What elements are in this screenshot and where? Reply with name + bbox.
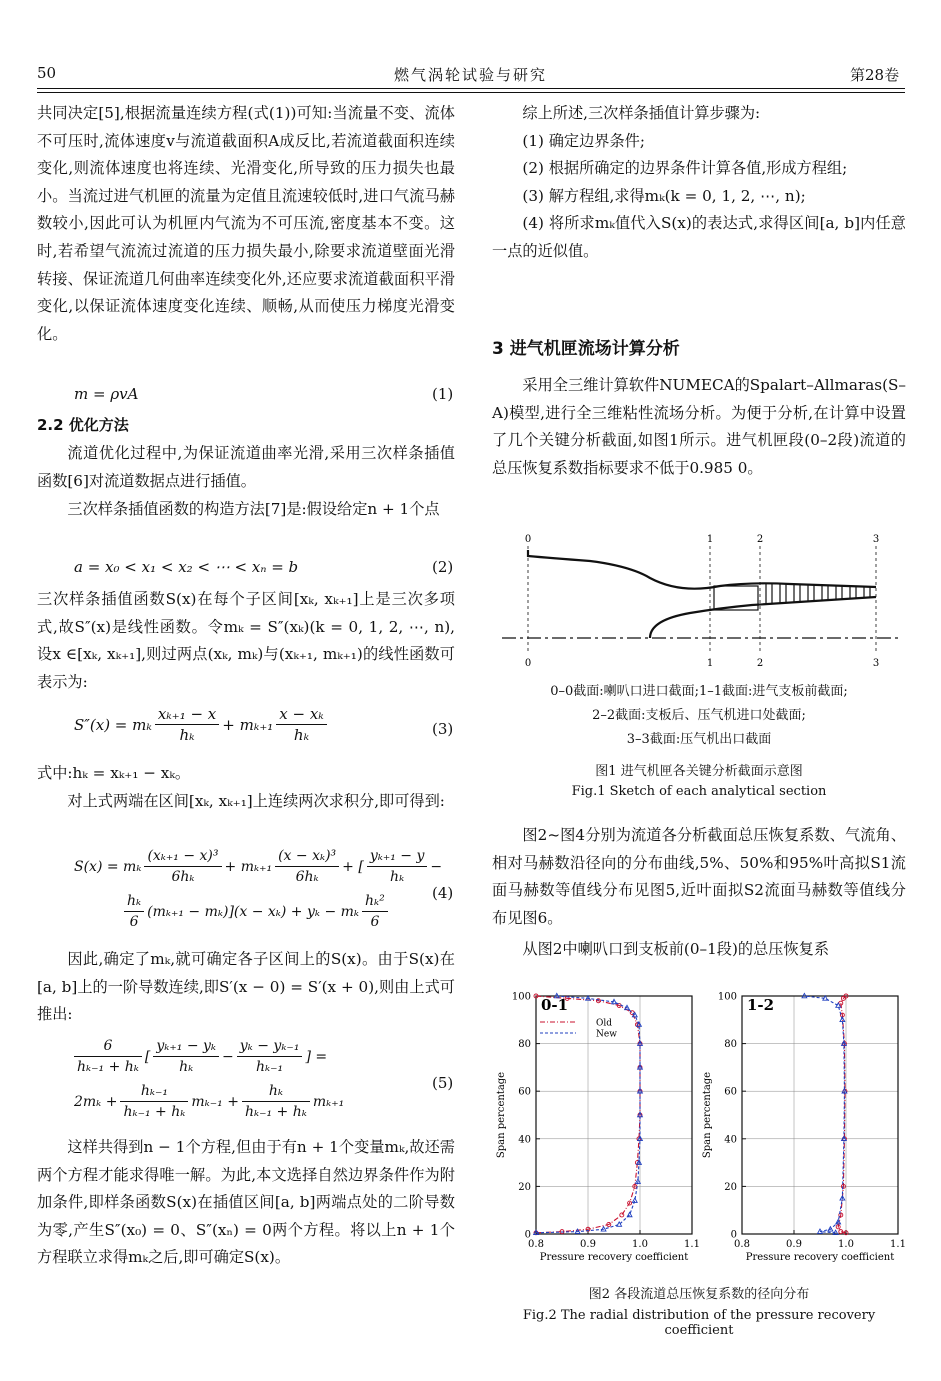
right-steps xyxy=(492,100,906,266)
chart-0-1-ytick-label: 60 xyxy=(518,1086,531,1098)
chart-1-2-x-axis-label: Pressure recovery coefficient xyxy=(745,1252,895,1263)
equation-1-number: (1) xyxy=(432,385,454,403)
chart-1-2-xtick-label: 1.1 xyxy=(890,1239,906,1250)
left-paragraph-6: 对上式两端在区间[xₖ, xₖ₊₁]上连续两次求积分,即可得到: xyxy=(67,792,445,810)
chart-1-2-xtick-label: 1.0 xyxy=(838,1239,854,1250)
fig1-hub-wall xyxy=(650,597,876,638)
chart-0-1-ytick-label: 100 xyxy=(511,991,531,1003)
chart-0-1-legend-label-new: New xyxy=(596,1029,617,1040)
fig1-note-3: 3–3截面:压气机出口截面 xyxy=(626,732,772,747)
chart-0-1-point-new xyxy=(627,1212,632,1216)
journal-title: 燃气涡轮试验与研究 xyxy=(393,66,547,84)
chart-1-2-ytick-label: 40 xyxy=(724,1134,737,1146)
fig2-caption-en: Fig.2 The radial distribution of the pressure recovery coefficient xyxy=(522,1308,876,1338)
left-paragraph-4: 三次样条插值函数S(x)在每个子区间[xₖ, xₖ₊₁]上是三次多项式,故S″(x)是线性函数。令mₖ = S″(xₖ)(k = 0, 1, 2, ⋯, n),设x ∈[xₖ, xₖ₊₁],则过两点(xₖ, mₖ)与(xₖ₊₁, mₖ₊₁)的线性函数可表示为: xyxy=(37,590,455,691)
equation-5-number: (5) xyxy=(432,1074,454,1092)
chart-0-1-point-old xyxy=(620,1213,624,1217)
fig1-note-1: 0–0截面:喇叭口进口截面;1–1截面:进气支板前截面; xyxy=(550,684,848,699)
header-rule xyxy=(37,88,905,89)
equation-2: a = x₀ < x₁ < x₂ < ⋯ < xₙ = b xyxy=(74,558,299,576)
equation-2-number: (2) xyxy=(432,558,454,576)
chart-0-1-ytick-label: 80 xyxy=(518,1039,531,1051)
volume-label: 第28卷 xyxy=(850,66,900,84)
fig1-outer-casing xyxy=(528,550,876,589)
chart-1-2-series-new-line xyxy=(804,996,844,1233)
page-number: 50 xyxy=(37,64,57,82)
chart-0-1-xtick-label: 0.9 xyxy=(580,1239,596,1250)
fig1-bottom-mark-3: 3 xyxy=(872,658,880,669)
fig1-top-mark-0: 0 xyxy=(524,534,532,545)
chart-1-2-xtick-label: 0.9 xyxy=(786,1239,802,1250)
chart-1-2-xtick-label: 0.8 xyxy=(734,1239,750,1250)
chart-1-2-plot-frame xyxy=(742,996,898,1234)
chart-1-2-ytick-label: 80 xyxy=(724,1039,737,1051)
fig1-top-mark-3: 3 xyxy=(872,534,880,545)
fig1-caption-cn: 图1 进气机匣各关键分析截面示意图 xyxy=(595,764,803,779)
right-paragraph-3: 图2~图4分别为流道各分析截面总压恢复系数、气流角、相对马赫数沿径向的分布曲线,5%、50%和95%叶高拟S1流面马赫数等值线分布见图5,近叶面拟S2流面马赫数等值线分布见图6。 xyxy=(492,826,906,927)
section-3-heading: 3 进气机匣流场计算分析 xyxy=(492,339,680,359)
figure-2-chart-0-1 xyxy=(490,976,700,1276)
chart-0-1-y-axis-label: Span percentage xyxy=(496,1071,507,1159)
step-2: (2) 根据所确定的边界条件计算各值,形成方程组; xyxy=(522,159,848,178)
figure-2-chart-1-2 xyxy=(696,976,906,1276)
equation-1: m = ρvA xyxy=(74,385,139,403)
fig1-top-mark-2: 2 xyxy=(756,534,764,545)
left-paragraph-8: 这样共得到n − 1个方程,但由于有n + 1个变量mₖ,故还需两个方程才能求得唯一解。为此,本文选择自然边界条件作为附加条件,即样条函数S(x)在插值区间[a, b]两端点处的二阶导数为零,产生S″(x₀) = 0、S″(xₙ) = 0两个方程。将以上n + 1个方程联立求得mₖ之后,即可确定S(x)。 xyxy=(37,1138,455,1267)
chart-1-2-panel-title: 1-2 xyxy=(747,996,775,1014)
left-paragraph-7: 因此,确定了mₖ,就可确定各子区间上的S(x)。由于S(x)在[a, b]上的一阶导数连续,即S′(x − 0) = S′(x + 0),则由上式可推出: xyxy=(37,950,455,1024)
left-paragraph-1: 共同决定[5],根据流量连续方程(式(1))可知:当流量不变、流体不可压时,流体速度v与流道截面积A成反比,若流道截面积连续变化,则流体速度也将连续、光滑变化,所导致的压力损失也最小。当流过进气机匣的流量为定值且流速较低时,进口气流马赫数较小,因此可认为机匣内气流为不可压流,密度基本不变。这时,若希望气流流过流道的压力损失最小,除要求流道壁面光滑转接、保证流道几何曲率连续变化外,还应要求流道截面积平滑变化,以保证流体速度变化连续、顺畅,从而使压力梯度光滑变化。 xyxy=(37,104,455,343)
left-paragraph-3: 三次样条插值函数的构造方法[7]是:假设给定n + 1个点 xyxy=(67,500,440,518)
chart-0-1-xtick-label: 0.8 xyxy=(528,1239,544,1250)
fig1-bottom-mark-2: 2 xyxy=(756,658,764,669)
left-paragraph-5: 式中:hₖ = xₖ₊₁ − xₖ。 xyxy=(37,764,191,782)
fig1-top-mark-1: 1 xyxy=(706,534,714,545)
fig1-caption-en: Fig.1 Sketch of each analytical section xyxy=(571,784,827,799)
chart-1-2-ytick-label: 0 xyxy=(730,1229,737,1241)
chart-0-1-legend-label-old: Old xyxy=(596,1018,613,1029)
equation-4: S(x) = mₖ $\frac{\text{(xₖ₊₁ − x)³}}{\text{6hₖ}}$ + mₖ₊₁ $\frac{\text{(x − xₖ)³}}{\text{6hₖ}}$ + [ $\frac{\text{yₖ₊₁ − y}}{\text{hₖ}}$ − $\frac{\text{hₖ}}{6}$ (mₖ₊₁ − mₖ)](x − xₖ) + yₖ − mₖ $\frac{\text{hₖ²}}{6}$ xyxy=(74,848,443,930)
chart-0-1-xtick-label: 1.1 xyxy=(684,1239,700,1250)
chart-1-2-y-axis-label: Span percentage xyxy=(702,1071,713,1159)
fig1-bottom-mark-1: 1 xyxy=(706,658,714,669)
step-4: (4) 将所求mₖ值代入S(x)的表达式,求得区间[a, b]内任意一点的近似值。 xyxy=(492,214,906,260)
chart-0-1-x-axis-label: Pressure recovery coefficient xyxy=(539,1252,689,1263)
equation-5: $\frac{6}{\text{hₖ₋₁ + hₖ}}$ [ $\frac{\text{yₖ₊₁ − yₖ}}{\text{hₖ}}$ − $\frac{\text{yₖ − yₖ₋₁}}{\text{hₖ₋₁}}$ ] = 2mₖ + $\frac{\text{hₖ₋₁}}{\text{hₖ₋₁ + hₖ}}$ mₖ₋₁ + $\frac{\text{hₖ}}{\text{hₖ₋₁ + hₖ}}$ mₖ₊₁ xyxy=(74,1038,345,1120)
fig1-note-2: 2–2截面:支板后、压气机进口处截面; xyxy=(592,708,806,723)
step-3: (3) 解方程组,求得mₖ(k = 0, 1, 2, ⋯, n); xyxy=(522,186,806,205)
equation-4-number: (4) xyxy=(432,884,454,902)
chart-1-2-ytick-label: 60 xyxy=(724,1086,737,1098)
section-2-2-heading: 2.2 优化方法 xyxy=(37,416,129,434)
fig1-bottom-mark-0: 0 xyxy=(524,658,532,669)
chart-0-1-panel-title: 0-1 xyxy=(541,996,569,1014)
right-paragraph-2: 采用全三维计算软件NUMECA的Spalart–Allmaras(S–A)模型,进行全三维粘性流场分析。为便于分析,在计算中设置了几个关键分析截面,如图1所示。进气机匣段(0–2段)流道的总压恢复系数指标要求不低于0.985 0。 xyxy=(492,376,906,477)
left-paragraph-2: 流道优化过程中,为保证流道曲率光滑,采用三次样条插值函数[6]对流道数据点进行插值。 xyxy=(37,444,455,490)
chart-0-1-ytick-label: 20 xyxy=(518,1181,531,1193)
step-1: (1) 确定边界条件; xyxy=(522,131,645,150)
equation-3-number: (3) xyxy=(432,720,454,738)
chart-1-2-point-new xyxy=(836,1003,841,1007)
chart-1-2-ytick-label: 100 xyxy=(717,991,737,1003)
right-paragraph-4: 从图2中喇叭口到支板前(0–1段)的总压恢复系 xyxy=(522,940,830,958)
equation-3: S″(x) = mₖ $\frac{\text{xₖ₊₁ − x}}{\text{hₖ}}$ + mₖ₊₁ $\frac{\text{x − xₖ}}{\text{hₖ}}$ xyxy=(74,704,327,745)
fig2-caption-cn: 图2 各段流道总压恢复系数的径向分布 xyxy=(588,1287,810,1302)
chart-0-1-ytick-label: 0 xyxy=(524,1229,531,1241)
chart-1-2-ytick-label: 20 xyxy=(724,1181,737,1193)
header-rule-thin xyxy=(37,92,905,93)
steps-intro: 综上所述,三次样条插值计算步骤为: xyxy=(522,104,761,122)
figure-1-sketch xyxy=(490,528,910,674)
chart-0-1-ytick-label: 40 xyxy=(518,1134,531,1146)
chart-0-1-xtick-label: 1.0 xyxy=(632,1239,648,1250)
